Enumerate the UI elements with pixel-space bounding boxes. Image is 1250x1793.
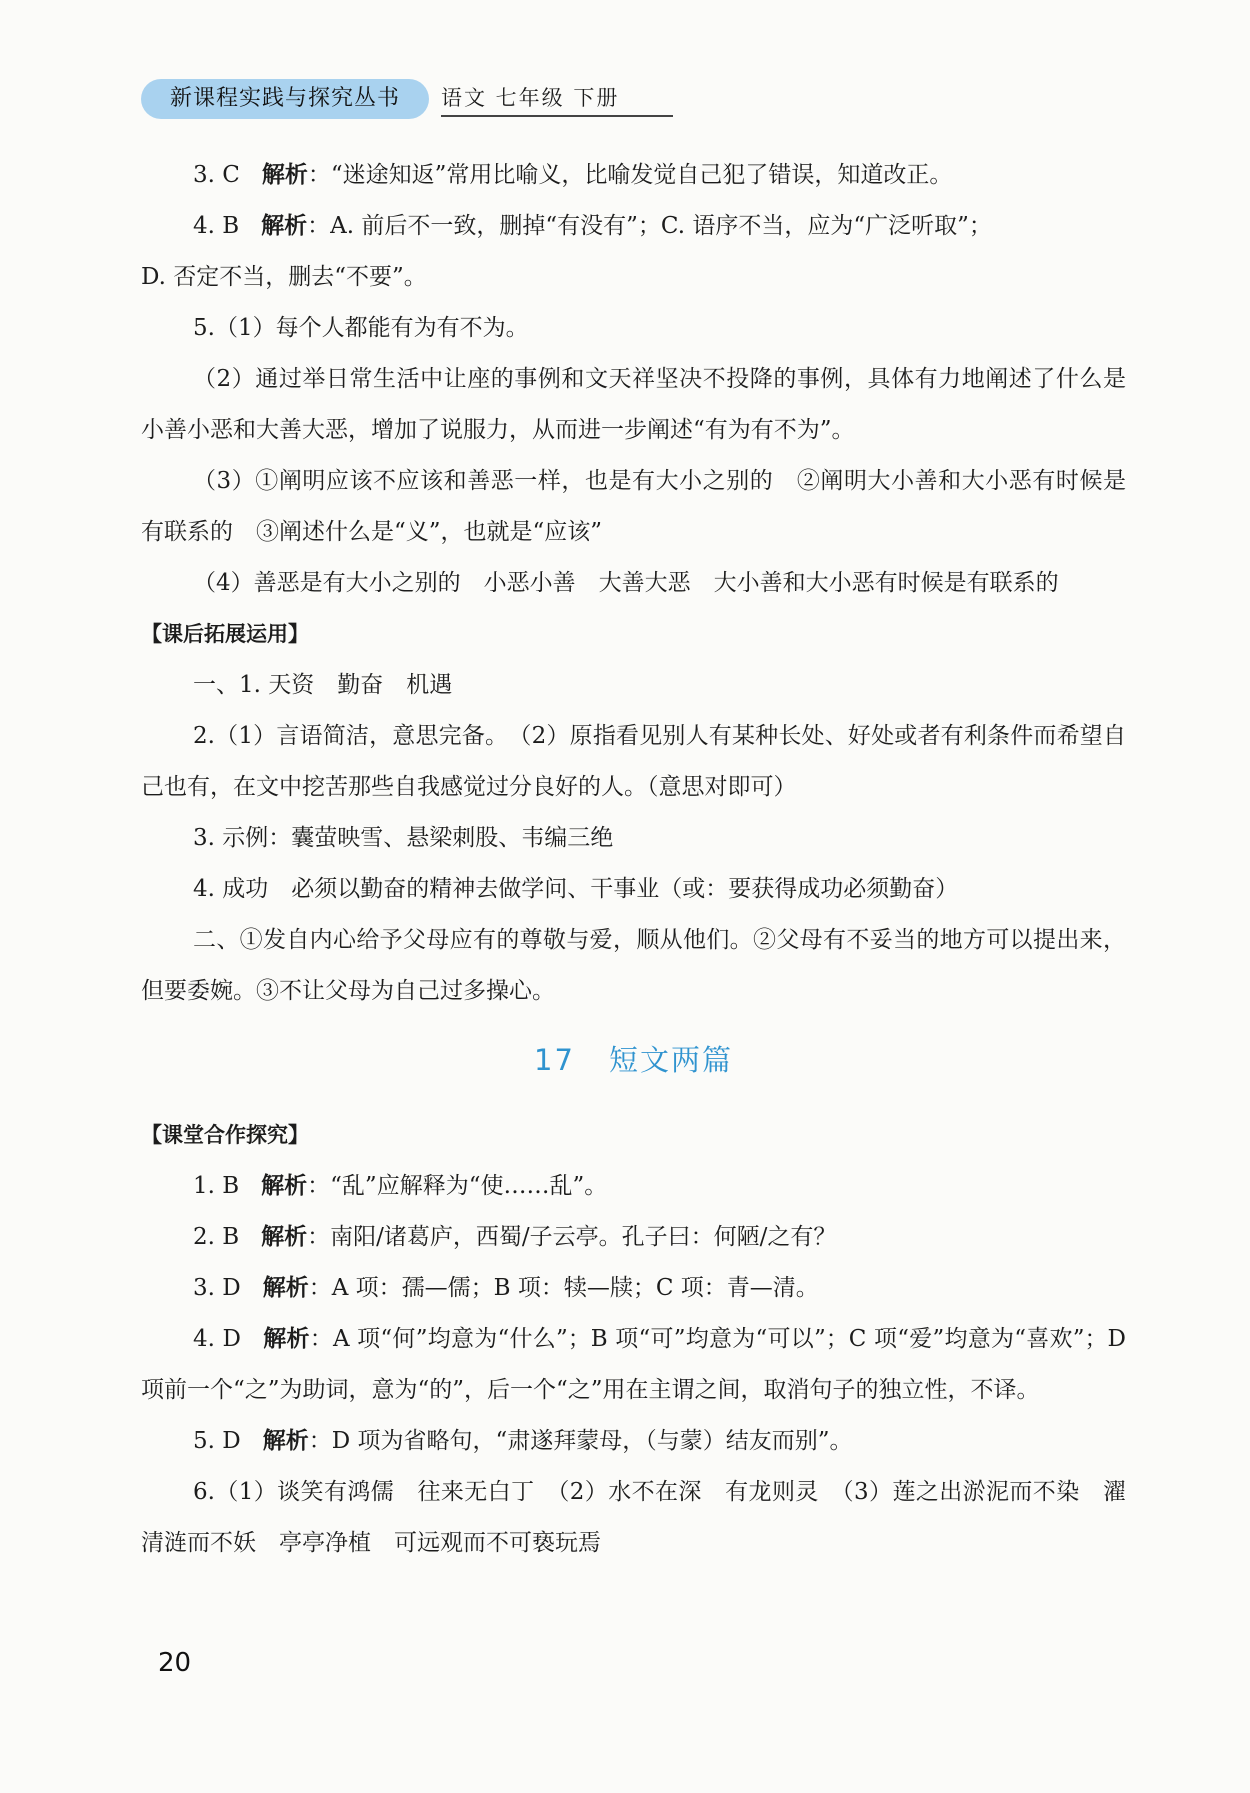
- analysis-label: 解析: [261, 162, 308, 188]
- answer-line: [141, 1314, 1126, 1416]
- answer-line: [141, 1212, 1126, 1263]
- answer-line: [141, 201, 1126, 252]
- answer-text: 二、①发自内心给予父母应有的尊敬与爱，顺从他们。②父母有不妥当的地方可以提出来，但要委婉。③不让父母为自己过多操心。: [141, 927, 1126, 1004]
- answer-text: 一、1. 天资 勤奋 机遇: [193, 672, 453, 698]
- answer-line: [141, 864, 1126, 915]
- answer-text: 2.（1）言语简洁，意思完备。 （2）原指看见别人有某种长处、好处或者有利条件而希望自己也有，在文中挖苦那些自我感觉过分良好的人。（意思对即可）: [141, 723, 1126, 800]
- answer-text: ：南阳/诸葛庐，西蜀/子云亭。孔子曰：何陋/之有？: [307, 1224, 837, 1250]
- answer-line: [141, 915, 1126, 1017]
- answer-line: [141, 354, 1126, 456]
- series-title: 新课程实践与探究丛书: [141, 79, 429, 119]
- answer-line: [141, 456, 1126, 558]
- answer-line: [141, 1416, 1126, 1467]
- answer-line: [141, 813, 1126, 864]
- subject-label: 语文 七年级 下册: [441, 81, 673, 117]
- question-number: 2. B: [193, 1224, 240, 1250]
- answer-text: （3）①阐明应该不应该和善恶一样，也是有大小之别的 ②阐明大小善和大小恶有时候是有联系的 ③阐述什么是“义”，也就是“应该”: [141, 468, 1126, 545]
- answer-line: [141, 558, 1126, 609]
- answer-text: ：D 项为省略句，“肃遂拜蒙母，（与蒙）结友而别”。: [308, 1428, 853, 1454]
- page-number: 20: [158, 1648, 192, 1678]
- answer-text: D. 否定不当，删去“不要”。: [141, 264, 427, 290]
- chapter-title: 短文两篇: [608, 1043, 733, 1077]
- answer-line: [141, 711, 1126, 813]
- analysis-label: 解析: [261, 213, 308, 239]
- answer-text: 3. 示例：囊萤映雪、悬梁刺股、韦编三绝: [193, 825, 614, 851]
- answers-lesson-16: [141, 150, 1126, 1017]
- analysis-label: 解析: [262, 1326, 310, 1352]
- answer-text: （4）善恶是有大小之别的 小恶小善 大善大恶 大小善和大小恶有时候是有联系的: [193, 570, 1059, 596]
- chapter-heading: [141, 1035, 1126, 1086]
- answer-text: 6.（1）谈笑有鸿儒 往来无白丁 （2）水不在深 有龙则灵 （3）莲之出淤泥而不染 濯清涟而不妖 亭亭净植 可远观而不可亵玩焉: [141, 1479, 1126, 1556]
- question-number: 4. D: [193, 1326, 241, 1352]
- answer-text: ：“迷途知返”常用比喻义，比喻发觉自己犯了错误，知道改正。: [307, 162, 953, 188]
- answers-lesson-17: [141, 1110, 1126, 1569]
- analysis-label: 解析: [261, 1224, 308, 1250]
- running-header: [141, 79, 701, 119]
- answer-line: [141, 150, 1126, 201]
- question-number: 4. B: [193, 213, 240, 239]
- answer-line: [141, 1467, 1126, 1569]
- answer-text: ：A. 前后不一致，删掉“有没有”；C. 语序不当，应为“广泛听取”；: [307, 213, 992, 239]
- question-number: 5. D: [193, 1428, 241, 1454]
- answer-line: [141, 1161, 1126, 1212]
- answer-line: [141, 303, 1126, 354]
- answer-content: [141, 150, 1126, 1569]
- answer-text: 4. 成功 必须以勤奋的精神去做学问、干事业（或：要获得成功必须勤奋）: [193, 876, 959, 902]
- section-heading: 【课后拓展运用】: [141, 622, 309, 646]
- question-number: 3. C: [193, 162, 240, 188]
- analysis-label: 解析: [262, 1428, 309, 1454]
- answer-text: （2）通过举日常生活中让座的事例和文天祥坚决不投降的事例，具体有力地阐述了什么是小善小恶和大善大恶，增加了说服力，从而进一步阐述“有为有不为”。: [141, 366, 1126, 443]
- analysis-label: 解析: [261, 1173, 308, 1199]
- section-heading: 【课堂合作探究】: [141, 1123, 309, 1147]
- answer-text: ：A 项“何”均意为“什么”；B 项“可”均意为“可以”；C 项“爱”均意为“喜欢”；D 项前一个“之”为助词，意为“的”，后一个“之”用在主谓之间，取消句子的独立性，不译。: [141, 1326, 1126, 1403]
- answer-text: 5.（1）每个人都能有为有不为。: [193, 315, 529, 341]
- answer-line: [141, 252, 1126, 303]
- chapter-number: 17: [534, 1043, 575, 1077]
- answer-text: ：“乱”应解释为“使……乱”。: [307, 1173, 608, 1199]
- answer-text: ：A 项：孺—儒；B 项：犊—牍；C 项：青—清。: [308, 1275, 819, 1301]
- question-number: 3. D: [193, 1275, 241, 1301]
- analysis-label: 解析: [262, 1275, 309, 1301]
- answer-line: [141, 1263, 1126, 1314]
- answer-line: [141, 660, 1126, 711]
- question-number: 1. B: [193, 1173, 240, 1199]
